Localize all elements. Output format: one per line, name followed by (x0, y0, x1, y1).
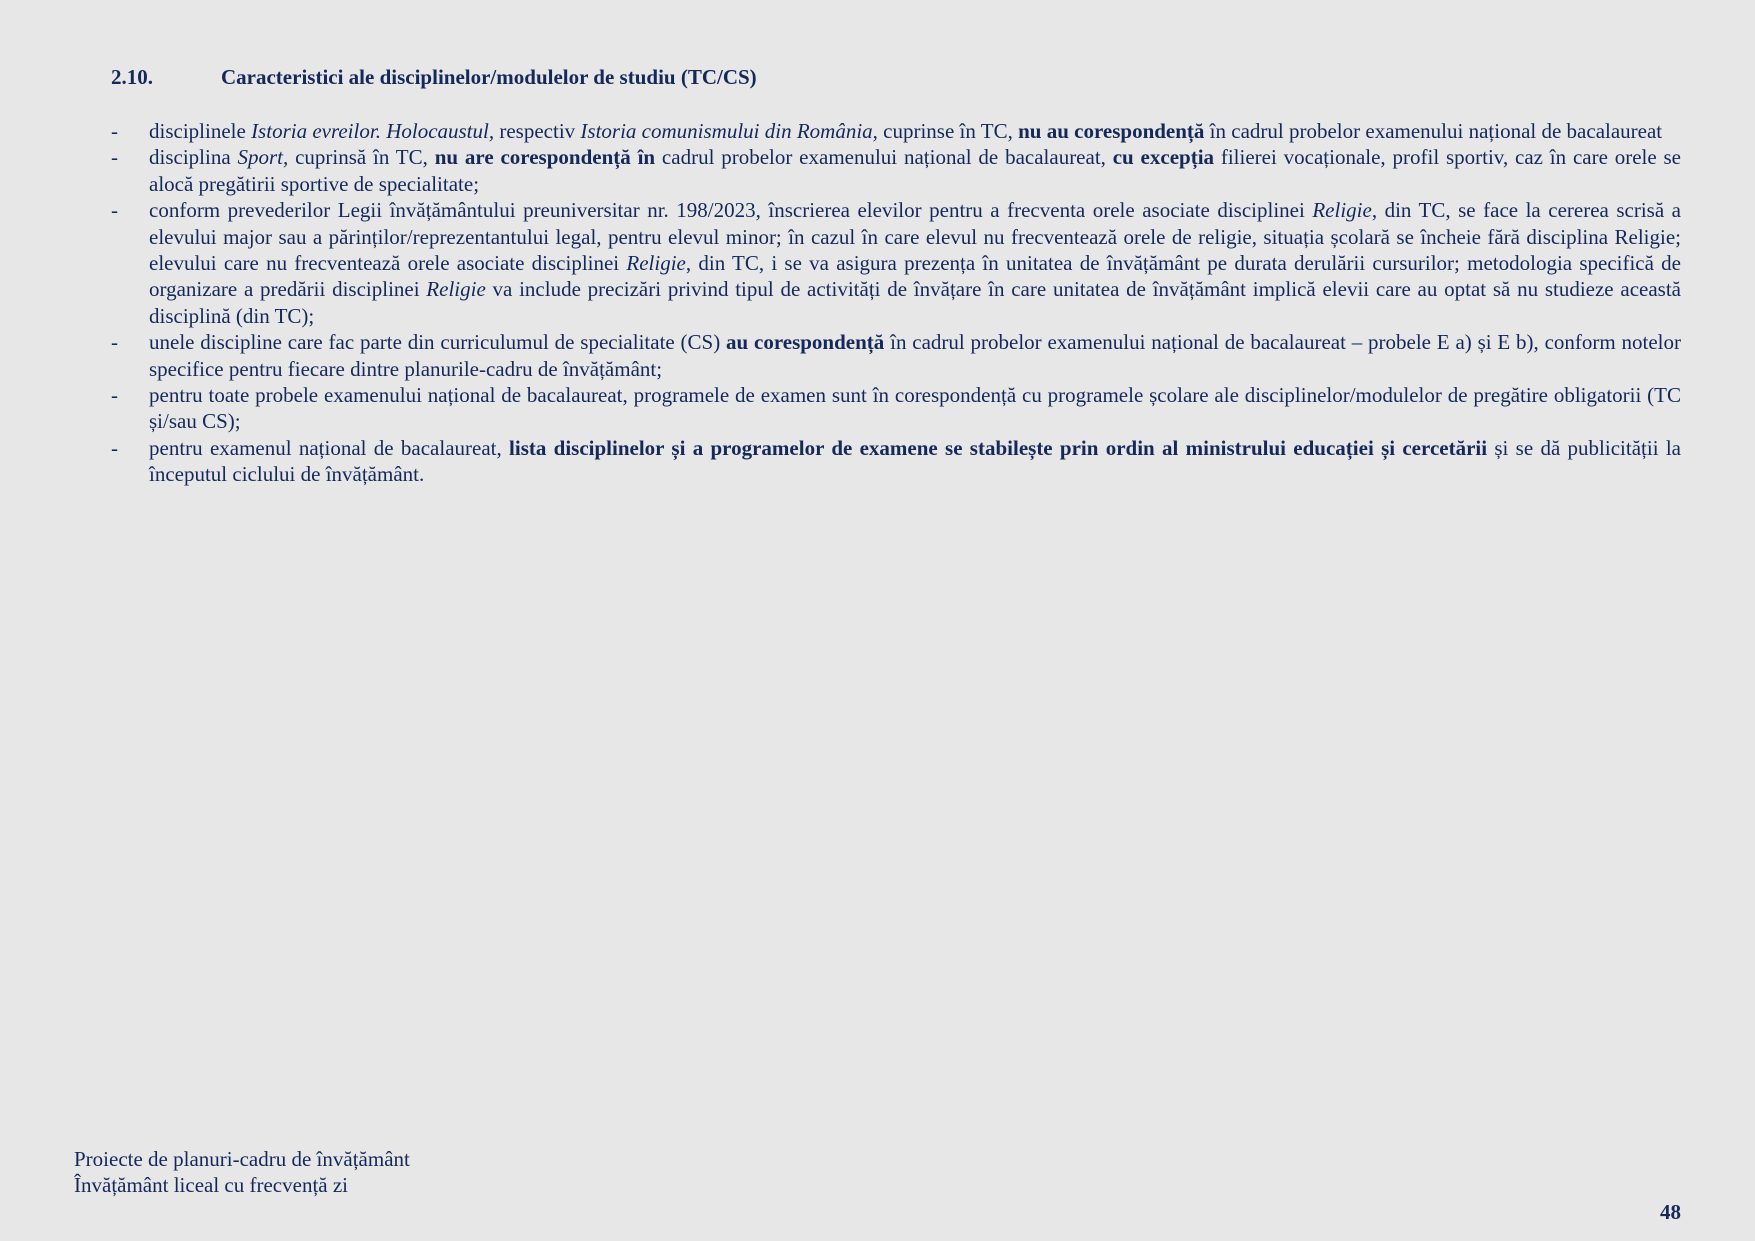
list-item (111, 329, 1681, 382)
footer-line-2: Învățământ liceal cu frecvență zi (74, 1173, 349, 1197)
text-run: va include precizări privind tipul de activități de învățare în care unitatea de învățământ implică elevii care au optat să nu studieze această disciplină (din TC); (149, 277, 1681, 328)
bold-text: cu excepția (1112, 145, 1215, 170)
list-item (111, 197, 1681, 329)
text-run: pentru toate probele examenului național de bacalaureat, programele de examen sunt în corespondență cu programele școlare ale disciplinelor/modulelor de pregătire obligatorii (TC și/sau CS); (149, 383, 1681, 434)
bold-text: nu are corespondență în (434, 145, 656, 170)
characteristics-list (111, 118, 1681, 488)
text-run: , din TC, i se va asigura prezența în unitatea de învățământ pe durata derulării cursurilor; metodologia specifică de organizare a predării disciplinei (149, 251, 1681, 302)
italic-text: Religie (626, 251, 686, 276)
section-heading (111, 63, 757, 91)
text-run: , cuprinse în TC, (872, 119, 1019, 143)
text-run: disciplinele (149, 119, 252, 143)
list-bullet: - (111, 435, 118, 460)
list-bullet: - (111, 198, 118, 223)
italic-text: Sport, (237, 145, 289, 170)
list-bullet: - (111, 145, 118, 170)
text-run: respectiv (494, 119, 581, 143)
list-item (111, 435, 1681, 488)
italic-text: Religie (426, 277, 486, 302)
bold-text: au corespondență (726, 330, 885, 355)
section-title: Caracteristici ale disciplinelor/modulelor de studiu (TC/CS) (221, 65, 757, 89)
list-item-text (149, 436, 1681, 486)
page-number: 48 (1660, 1200, 1681, 1224)
list-item-text (149, 119, 1662, 143)
list-bullet: - (111, 330, 118, 355)
list-item-text (149, 330, 1681, 380)
bold-text: nu au corespondență (1018, 119, 1205, 143)
list-item-text (149, 145, 1681, 195)
italic-text: Istoria comunismului din România (580, 119, 873, 143)
text-run: în cadrul probelor examenului național de bacalaureat (1204, 119, 1663, 143)
list-bullet: - (111, 383, 118, 408)
list-item (111, 118, 1681, 144)
bold-text: lista disciplinelor și a programelor de examene se stabilește prin ordin al ministrului educației și cercetării (509, 435, 1488, 460)
italic-text: Religie (1312, 198, 1372, 223)
section-number: 2.10. (111, 65, 153, 89)
list-bullet: - (111, 119, 118, 143)
text-run: pentru examenul național de bacalaureat, (149, 435, 510, 460)
footer-line-1: Proiecte de planuri-cadru de învățământ (74, 1147, 410, 1171)
italic-text: Istoria evreilor. Holocaustul, (251, 119, 495, 143)
list-item (111, 382, 1681, 435)
text-run: disciplina (149, 145, 238, 170)
list-item (111, 144, 1681, 197)
text-run: , din TC, se face la cererea scrisă a elevului major sau a părinților/reprezentantului legal, pentru elevul minor; în cazul în care elevul nu frecventează orele de religie, situația școlară se încheie fără disciplina Religie; elevului care nu frecventează orele asociate disciplinei (149, 198, 1682, 276)
text-run: și se dă publicității la începutul ciclului de învățământ. (149, 435, 1681, 487)
text-run: unele discipline care fac parte din curriculumul de specialitate (CS) (149, 330, 727, 355)
footer (74, 1146, 410, 1198)
list-item-text (149, 198, 1681, 328)
text-run: filierei vocaționale, profil sportiv, caz în care orele se alocă pregătirii sportive de specialitate; (149, 145, 1682, 196)
text-run: cuprinsă în TC, (288, 145, 435, 170)
list-item-text (149, 383, 1681, 433)
text-run: conform prevederilor Legii învățământului preuniversitar nr. 198/2023, înscrierea elevilor pentru a frecventa orele asociate disciplinei (149, 198, 1313, 223)
text-run: în cadrul probelor examenului național de bacalaureat – probele E a) și E b), conform notelor specifice pentru fiecare dintre planurile-cadru de învățământ; (149, 330, 1681, 381)
text-run: cadrul probelor examenului național de bacalaureat, (655, 145, 1113, 170)
